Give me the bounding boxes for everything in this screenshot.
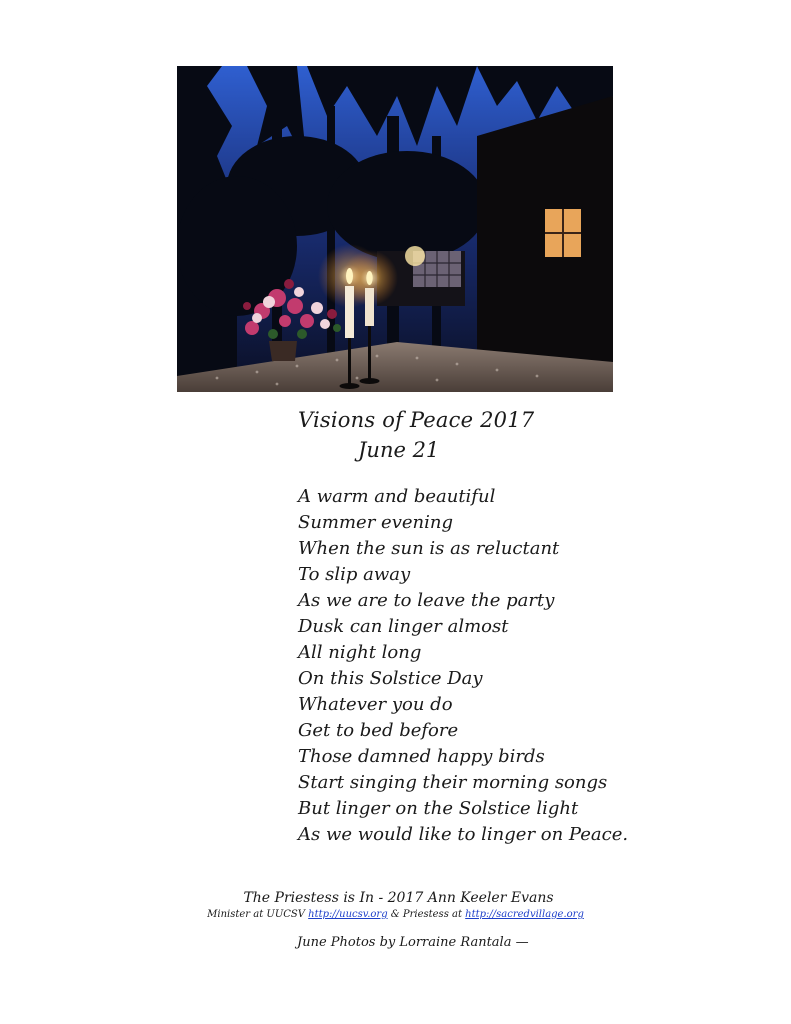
poem-line: Summer evening [298,512,453,533]
page-date: June 21 [358,438,440,462]
poem-line: Those damned happy birds [298,746,545,767]
poem-line: But linger on the Solstice light [298,798,579,819]
candlelit-evening-image [177,66,613,392]
poem-line: Dusk can linger almost [298,616,509,637]
poem [298,484,628,848]
poem-line: As we would like to linger on Peace. [298,824,629,845]
sacredvillage-link[interactable]: http://sacredvillage.org [465,909,584,920]
priestess-prefix: & Priestess at [387,909,462,920]
cover-photo [177,66,613,392]
page-title: Visions of Peace 2017 [298,408,535,432]
poem-line: A warm and beautiful [298,486,496,507]
poem-line: To slip away [298,564,411,585]
poem-line: On this Solstice Day [298,668,483,689]
minister-prefix: Minister at UUCSV [207,909,305,920]
photo-credit: June Photos by Lorraine Rantala — [297,935,529,950]
poem-line: Start singing their morning songs [298,772,608,793]
poem-line: Get to bed before [298,720,459,741]
poem-line: Whatever you do [298,694,453,715]
poem-line: When the sun is as reluctant [298,538,560,559]
affiliation-line [0,909,791,920]
poem-line: All night long [298,642,422,663]
author-credit: The Priestess is In - 2017 Ann Keeler Evans [243,890,554,906]
uucsv-link[interactable]: http://uucsv.org [308,909,388,920]
poem-line: As we are to leave the party [298,590,555,611]
